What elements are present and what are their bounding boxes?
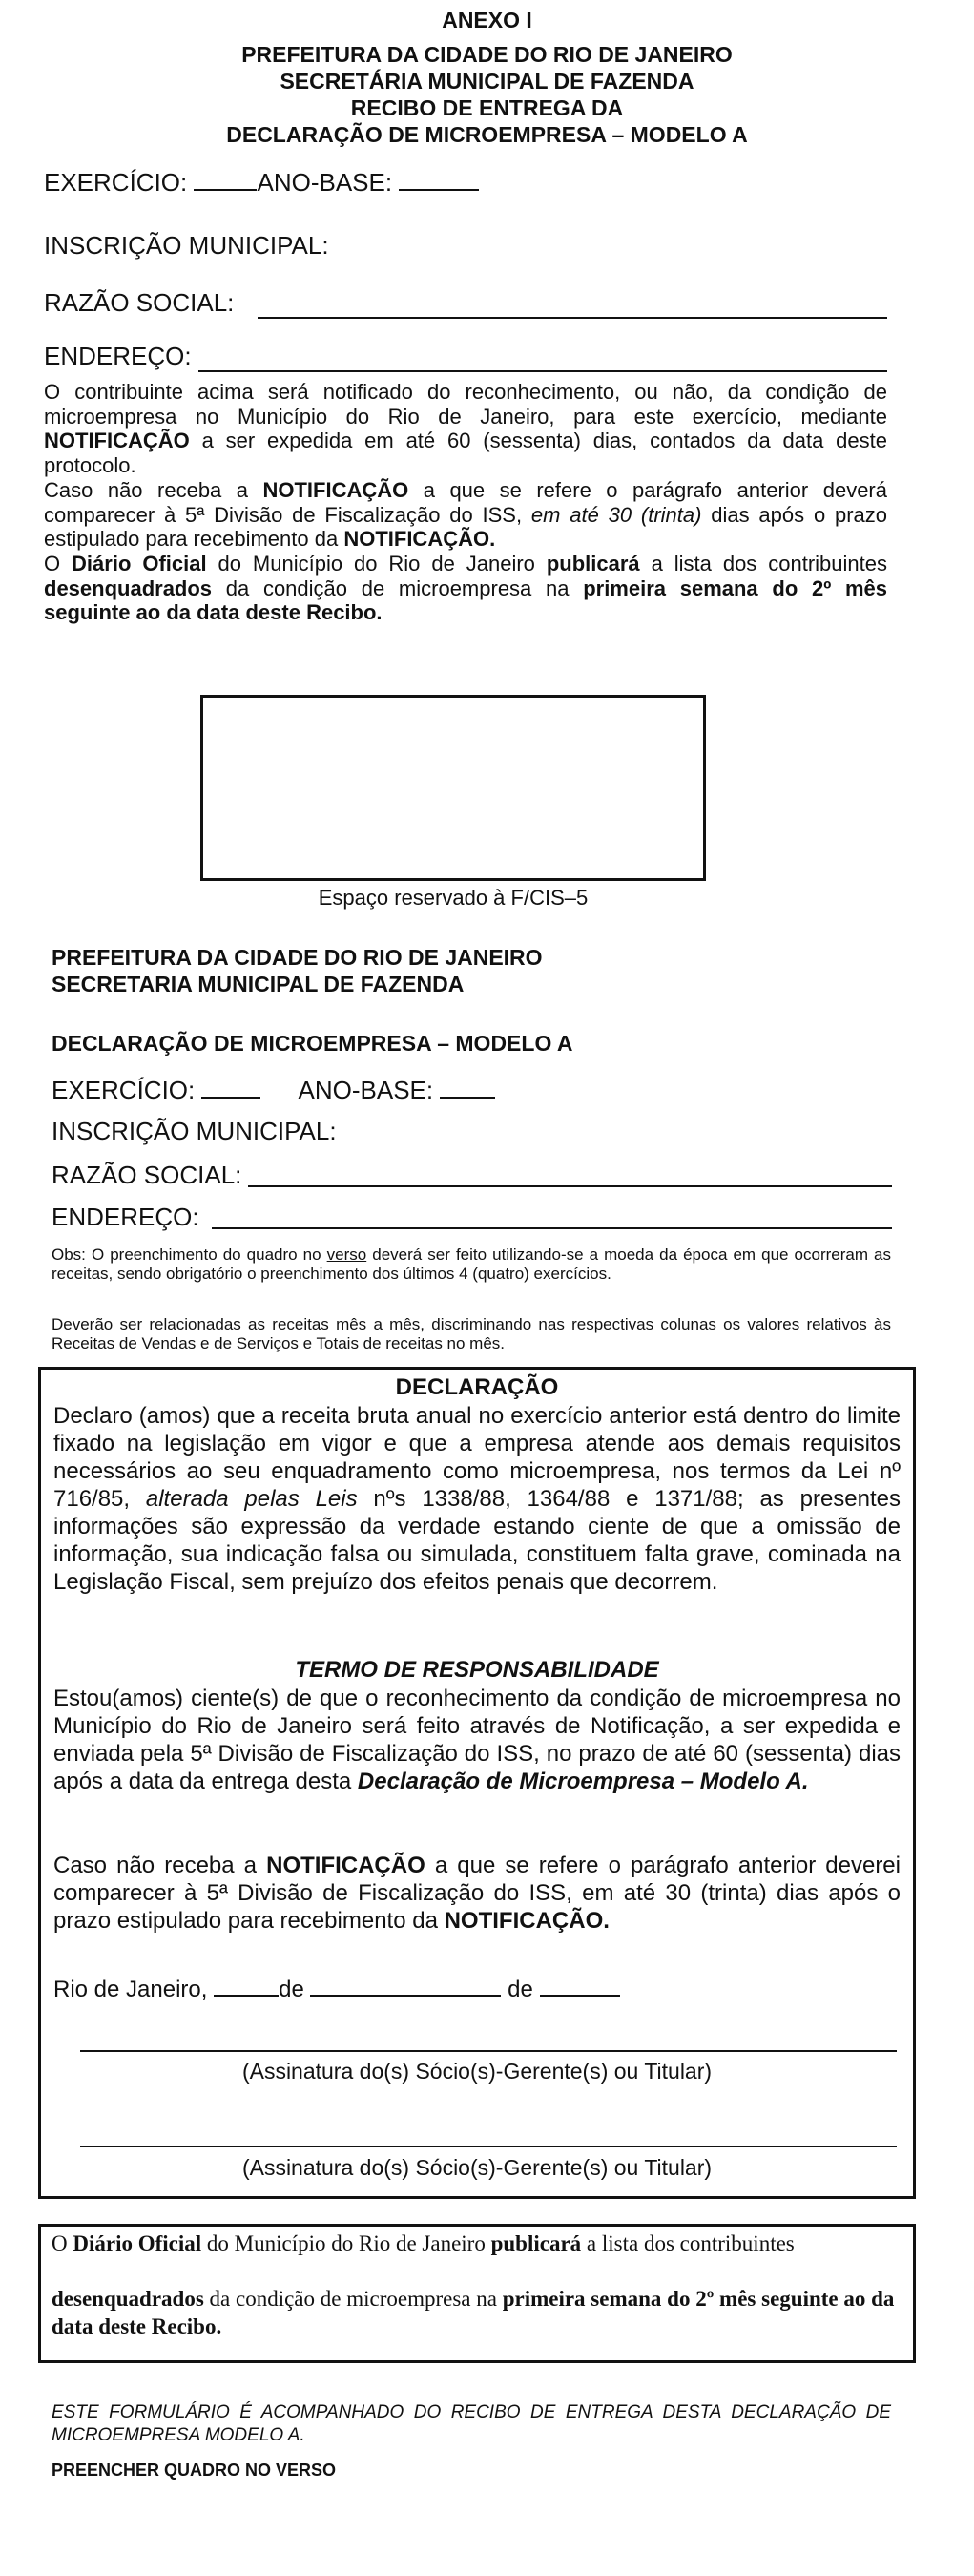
fill-verso-instruction: PREENCHER QUADRO NO VERSO — [52, 2461, 337, 2480]
exercicio-field[interactable] — [194, 168, 257, 191]
form-title: DECLARAÇÃO DE MICROEMPRESA – MODELO A — [52, 1031, 573, 1056]
day-field[interactable] — [214, 1974, 279, 1997]
publication-notice-line-2: desenquadrados da condição de microempresa na primeira semana do 2º mês seguinte ao da data deste Recibo. — [52, 2287, 895, 2338]
endereco-field[interactable] — [198, 370, 887, 372]
de-label-1: de — [279, 1977, 304, 2002]
annex-label: ANEXO I — [442, 8, 532, 32]
form-endereco-label: ENDEREÇO: — [52, 1203, 199, 1231]
notification-paragraph: O contribuinte acima será notificado do reconhecimento, ou não, da condição de microempresa no Município do Rio de Janeiro, para este exercício, mediante NOTIFICAÇÃO a ser expedida em até 60 (sessenta) dias, contados da data deste protocolo. — [44, 380, 887, 477]
form-inscricao-label: INSCRIÇÃO MUNICIPAL: — [52, 1117, 337, 1145]
declaration-title: DECLARAÇÃO DE MICROEMPRESA – MODELO A — [226, 122, 748, 147]
form-exercicio-field[interactable] — [201, 1076, 260, 1099]
form-exercicio-row — [52, 1076, 495, 1104]
signature-line-2[interactable] — [80, 2146, 897, 2147]
declaration-heading: DECLARAÇÃO — [395, 1374, 559, 1400]
publication-paragraph: O Diário Oficial do Município do Rio de Janeiro publicará a lista dos contribuintes desenquadrados da condição de microempresa na primeira semana do 2º mês seguinte ao da data deste Recibo. — [44, 552, 887, 624]
date-line — [53, 1974, 620, 2003]
de-label-2: de — [508, 1977, 533, 2002]
year-field[interactable] — [540, 1974, 620, 1997]
org-name: PREFEITURA DA CIDADE DO RIO DE JANEIRO — [241, 42, 733, 67]
exercicio-row — [44, 168, 479, 197]
deadline-paragraph: Caso não receba a NOTIFICAÇÃO a que se refere o parágrafo anterior deverá comparecer à 5ª Divisão de Fiscalização do ISS, em até 30 (trinta) dias após o prazo estipulado para recebimento da NOTIFICAÇÃO. — [44, 478, 888, 551]
signature-caption-1: (Assinatura do(s) Sócio(s)-Gerente(s) ou Titular) — [241, 2059, 713, 2084]
ano-base-label: ANO-BASE: — [257, 168, 393, 197]
term-deadline-text: Caso não receba a NOTIFICAÇÃO a que se refere o parágrafo anterior deverei comparecer à 5ª Divisão de Fiscalização do ISS, em até 30 (trinta) dias após o prazo estipulado para recebimento da NOTIFICAÇÃO. — [53, 1853, 901, 1934]
term-heading: TERMO DE RESPONSABILIDADE — [295, 1657, 659, 1683]
monthly-revenue-note: Deverão ser relacionadas as receitas mês a mês, discriminando nas respectivas colunas os valores relativos às Receitas de Vendas e de Serviços e Totais de receitas no mês. — [52, 1315, 891, 1352]
form-attachment-note: ESTE FORMULÁRIO É ACOMPANHADO DO RECIBO DE ENTREGA DESTA DECLARAÇÃO DE MICROEMPRESA MODELO A. — [52, 2402, 891, 2445]
form-ano-base-label: ANO-BASE: — [298, 1076, 434, 1104]
city-label: Rio de Janeiro, — [53, 1977, 208, 2002]
form-endereco-field[interactable] — [212, 1227, 892, 1229]
signature-line-1[interactable] — [80, 2050, 897, 2052]
endereco-label: ENDEREÇO: — [44, 342, 192, 370]
declaration-text: Declaro (amos) que a receita bruta anual no exercício anterior está dentro do limite fixado na legislação em vigor e que a empresa atende aos demais requisitos necessários ao seu enquadramento como microempresa, nos termos da Lei nº 716/85, alterada pelas Leis nºs 1338/88, 1364/88 e 1371/88; as presentes informações são expressão da verdade estando ciente de que a omissão de informação, sua indicação falsa ou simulada, constituem falta grave, cominada na Legislação Fiscal, sem prejuízo dos efeitos penais que decorrem. — [53, 1403, 901, 1595]
razao-field[interactable] — [258, 317, 887, 319]
form-org-name: PREFEITURA DA CIDADE DO RIO DE JANEIRO — [52, 945, 543, 970]
inscricao-label: INSCRIÇÃO MUNICIPAL: — [44, 231, 329, 260]
form-dept-name: SECRETARIA MUNICIPAL DE FAZENDA — [52, 972, 465, 996]
month-field[interactable] — [310, 1974, 501, 1997]
signature-caption-2: (Assinatura do(s) Sócio(s)-Gerente(s) ou Titular) — [241, 2155, 713, 2180]
form-razao-label: RAZÃO SOCIAL: — [52, 1161, 242, 1189]
receipt-title: RECIBO DE ENTREGA DA — [350, 95, 624, 120]
form-exercicio-label: EXERCÍCIO: — [52, 1076, 196, 1104]
form-ano-base-field[interactable] — [440, 1076, 495, 1099]
ano-base-field[interactable] — [399, 168, 479, 191]
razao-label: RAZÃO SOCIAL: — [44, 288, 235, 317]
reserved-caption: Espaço reservado à F/CIS–5 — [318, 886, 589, 910]
exercicio-label: EXERCÍCIO: — [44, 168, 188, 197]
verso-note: Obs: O preenchimento do quadro no verso deverá ser feito utilizando-se a moeda da época em que ocorreram as receitas, sendo obrigatório o preenchimento dos últimos 4 (quatro) exercícios. — [52, 1246, 891, 1283]
dept-name: SECRETÁRIA MUNICIPAL DE FAZENDA — [280, 69, 694, 94]
reserved-stamp-box — [200, 695, 706, 881]
term-text: Estou(amos) ciente(s) de que o reconhecimento da condição de microempresa no Município do Rio de Janeiro será feito através de Notificação, a ser expedida e enviada pela 5ª Divisão de Fiscalização do ISS, no prazo de até 60 (sessenta) dias após a data da entrega desta Declaração de Microempresa – Modelo A. — [53, 1686, 901, 1794]
form-razao-field[interactable] — [248, 1185, 892, 1187]
publication-notice-line-1: O Diário Oficial do Município do Rio de Janeiro publicará a lista dos contribuintes — [52, 2231, 795, 2255]
